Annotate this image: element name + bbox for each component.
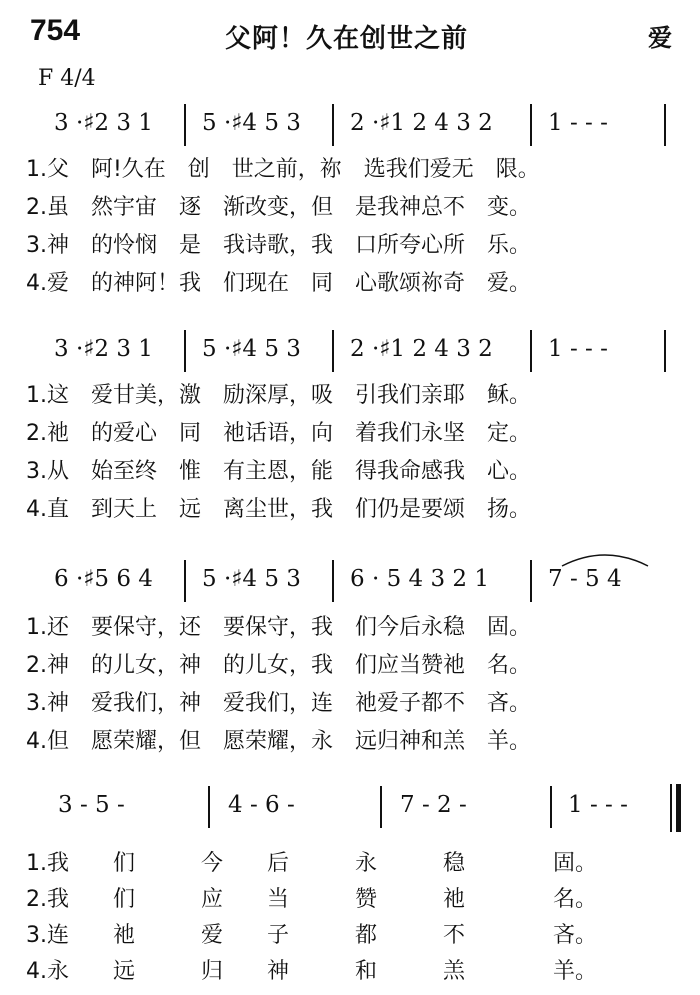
measure: 5 ·♯4 5 3 [202, 566, 301, 592]
measure: 6 · 5 4 3 2 1 [350, 566, 489, 592]
notation-line-2 [0, 330, 700, 380]
final-barline-thick [676, 784, 681, 832]
notation-line-4 [0, 786, 700, 836]
measure: 1 - - - [548, 110, 608, 136]
barline [664, 330, 666, 372]
measure: 4 - 6 - [228, 792, 295, 818]
barline [550, 786, 552, 828]
measure: 3 ·♯2 3 1 [54, 110, 153, 136]
key-signature: F 4/4 [38, 66, 96, 91]
barline [208, 786, 210, 828]
hymn-number: 754 [30, 14, 81, 47]
lyric-line: 3.连 祂 爱 子 都 不 吝。 [26, 923, 597, 948]
lyric-line: 4.但 愿荣耀，但 愿荣耀，永 远归神和羔 羊。 [26, 729, 531, 754]
measure: 5 ·♯4 5 3 [202, 110, 301, 136]
lyric-line: 3.从 始至终 惟 有主恩，能 得我命感我 心。 [26, 459, 531, 484]
lyric-line: 4.永 远 归 神 和 羔 羊。 [26, 959, 597, 984]
lyric-line: 4.爱 的神阿！我 们现在 同 心歌颂祢奇 爱。 [26, 271, 531, 296]
barline [184, 560, 186, 602]
lyric-line: 4.直 到天上 远 离尘世，我 们仍是要颂 扬。 [26, 497, 531, 522]
barline [332, 104, 334, 146]
measure: 1 - - - [548, 336, 608, 362]
measure: 5 ·♯4 5 3 [202, 336, 301, 362]
barline [184, 104, 186, 146]
lyric-line: 3.神 的怜悯 是 我诗歌，我 口所夸心所 乐。 [26, 233, 531, 258]
lyric-line: 1.父 阿!久在 创 世之前，祢 选我们爱无 限。 [26, 157, 540, 182]
lyric-line: 1.我 们 今 后 永 稳 固。 [26, 851, 597, 876]
lyric-line: 2.虽 然宇宙 逐 渐改变，但 是我神总不 变。 [26, 195, 531, 220]
tie-arc [560, 548, 650, 568]
barline [332, 330, 334, 372]
lyric-line: 2.我 们 应 当 赞 祂 名。 [26, 887, 597, 912]
notation-line-1 [0, 104, 700, 154]
measure: 1 - - - [568, 792, 628, 818]
notation-line-3 [0, 560, 700, 610]
lyric-line: 1.这 爱甘美，激 励深厚，吸 引我们亲耶 稣。 [26, 383, 531, 408]
barline [530, 104, 532, 146]
measure: 3 ·♯2 3 1 [54, 336, 153, 362]
measure: 7 - 2 - [400, 792, 467, 818]
barline [664, 104, 666, 146]
barline [530, 330, 532, 372]
hymn-category: 爱 [648, 24, 672, 52]
barline [380, 786, 382, 828]
measure: 6 ·♯5 6 4 [54, 566, 153, 592]
measure: 2 ·♯1 2 4 3 2 [350, 110, 493, 136]
barline [530, 560, 532, 602]
final-barline-thin [670, 784, 672, 832]
hymn-title: 父阿！久在创世之前 [225, 24, 469, 54]
measure: 3 - 5 - [58, 792, 125, 818]
lyric-line: 1.还 要保守，还 要保守，我 们今后永稳 固。 [26, 615, 531, 640]
barline [332, 560, 334, 602]
lyric-line: 3.神 爱我们，神 爱我们，连 祂爱子都不 吝。 [26, 691, 531, 716]
lyric-line: 2.神 的儿女，神 的儿女，我 们应当赞祂 名。 [26, 653, 531, 678]
lyric-line: 2.祂 的爱心 同 祂话语，向 着我们永坚 定。 [26, 421, 531, 446]
barline [184, 330, 186, 372]
measure: 2 ·♯1 2 4 3 2 [350, 336, 493, 362]
measure: 7 - 5 4 [548, 566, 622, 592]
